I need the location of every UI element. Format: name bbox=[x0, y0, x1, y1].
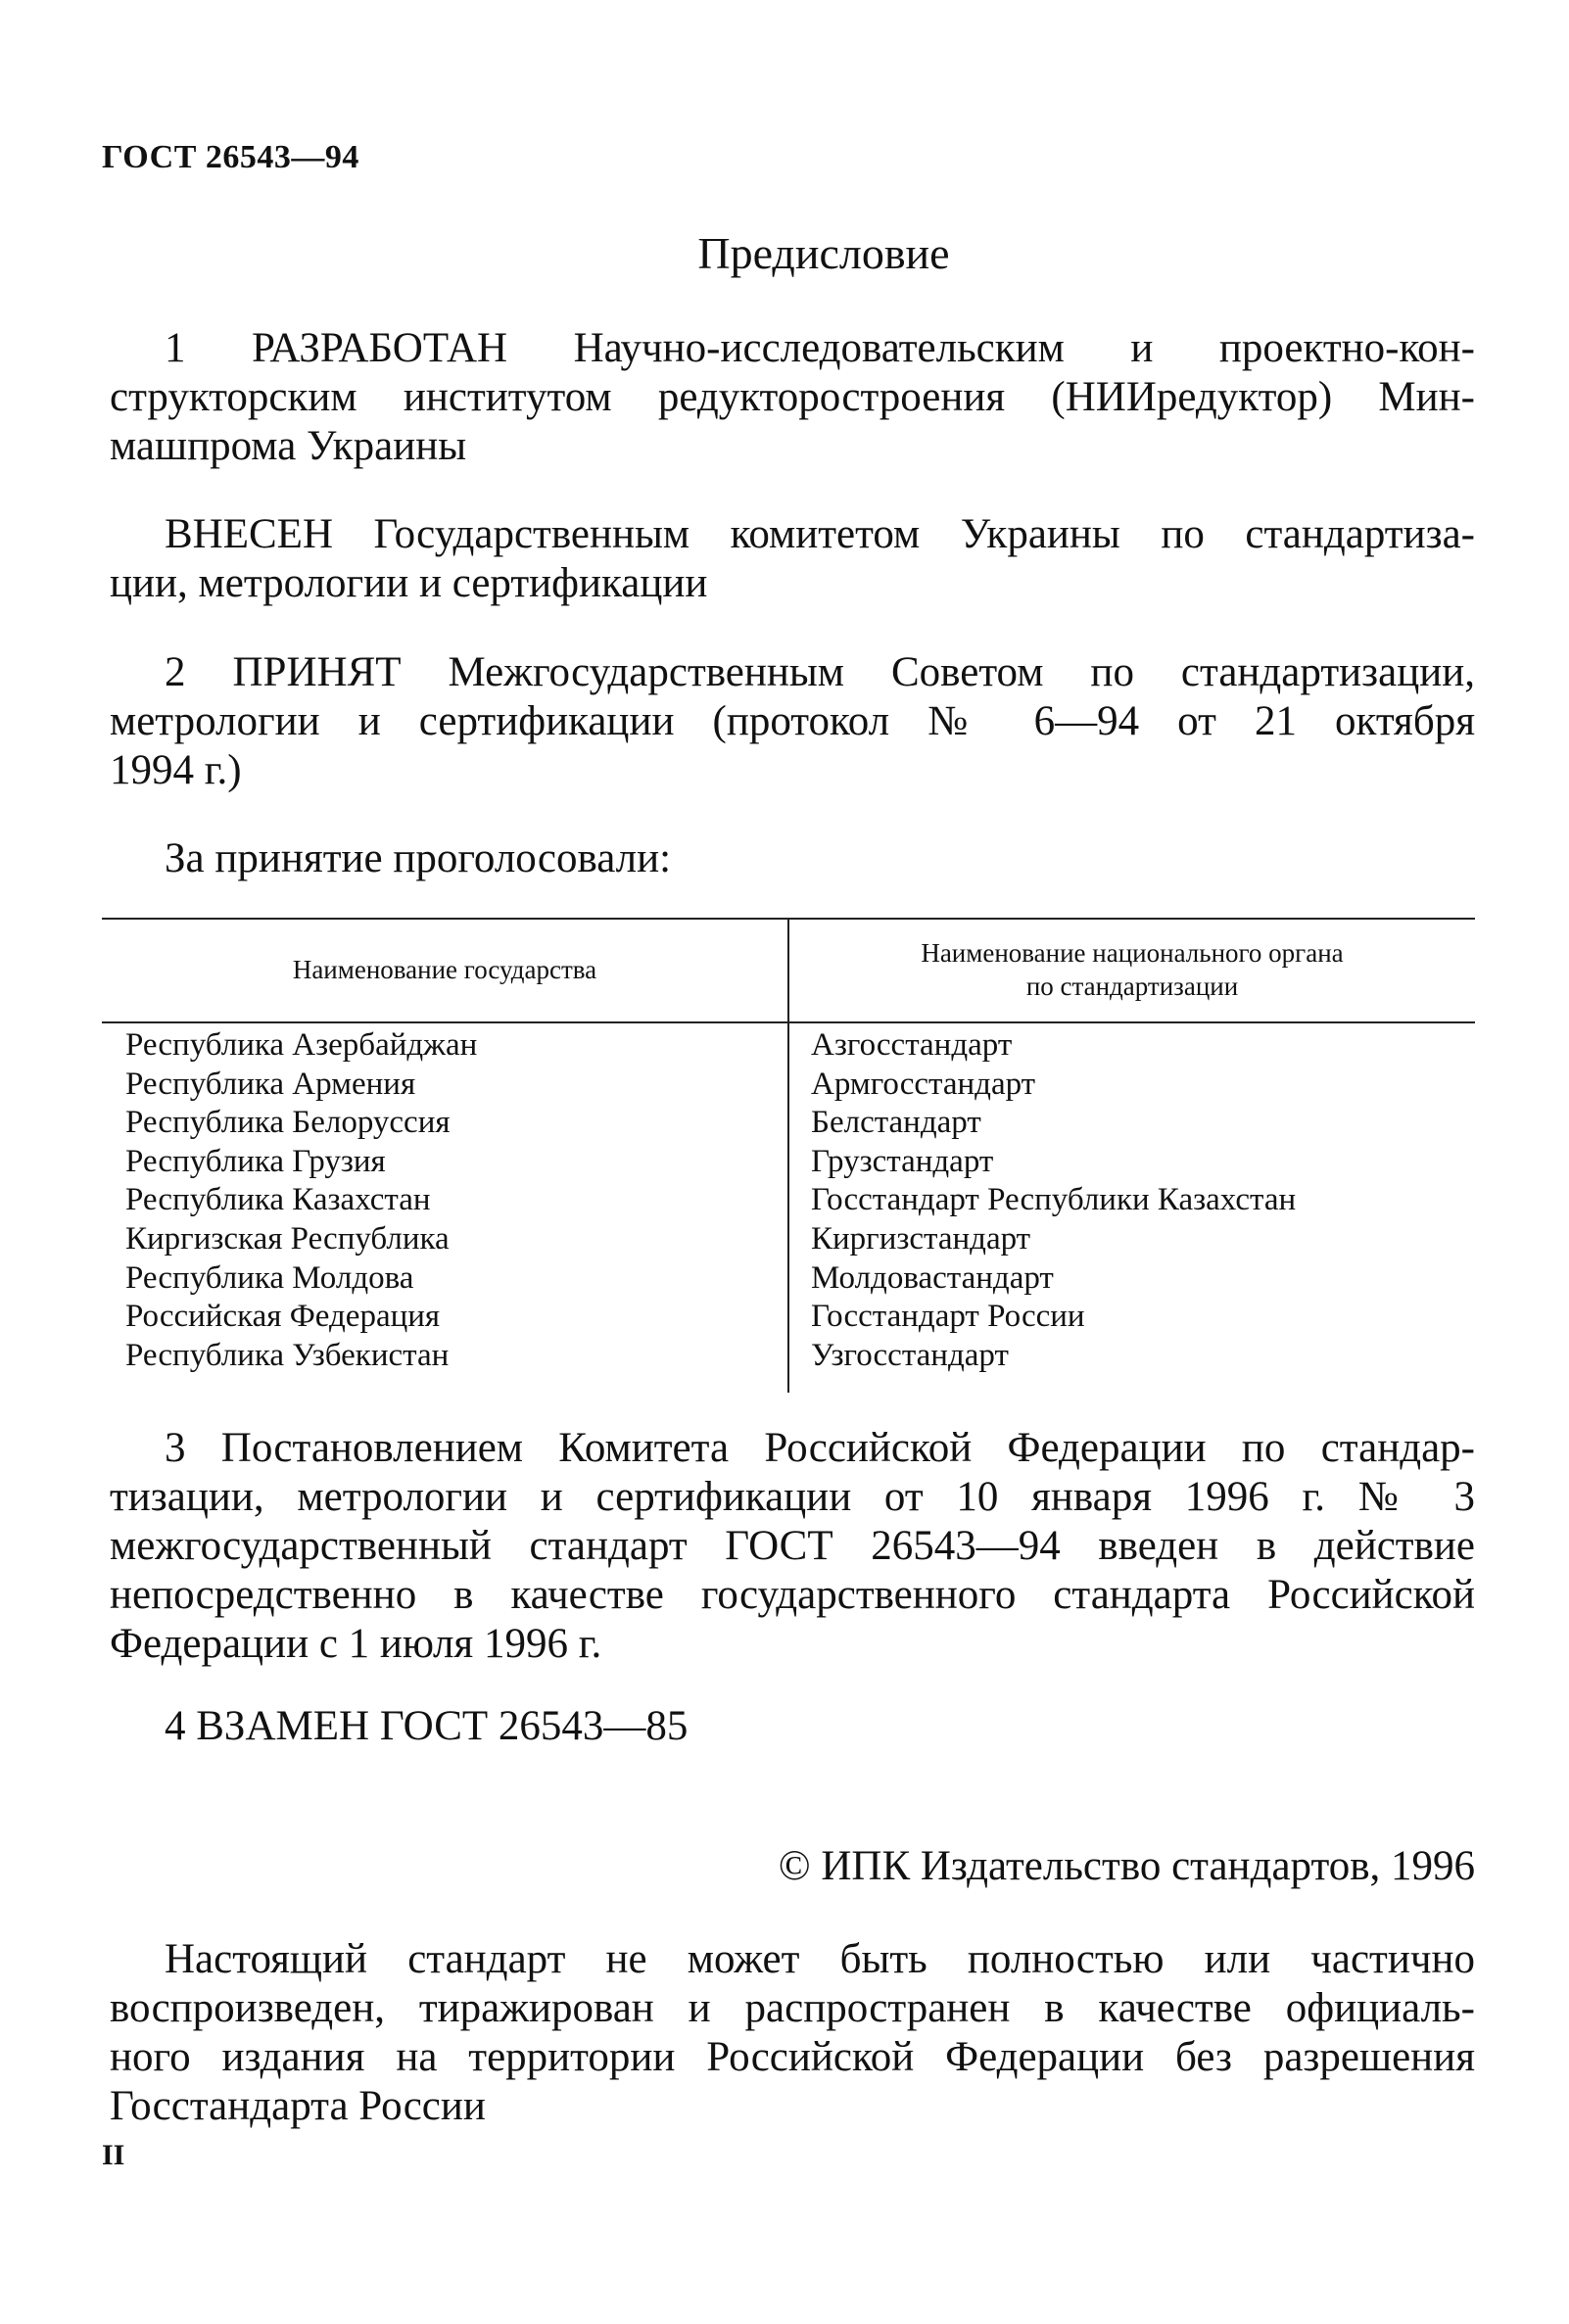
table-cell-state: Республика Азербайджан bbox=[125, 1027, 478, 1063]
paragraph-replaces bbox=[110, 1702, 1475, 1751]
table-cell-body: Грузстандарт bbox=[811, 1143, 994, 1179]
table-cell-state: Республика Армения bbox=[125, 1066, 416, 1102]
paragraph-adopted-by bbox=[110, 648, 1475, 795]
table-cell-body: Госстандарт Республики Казахстан bbox=[811, 1182, 1297, 1218]
paragraph-line: 1994 г.) bbox=[110, 747, 242, 793]
paragraph-line: воспроизведен, тиражирован и распространен в качестве официаль- bbox=[110, 1985, 1475, 2031]
page-number: II bbox=[102, 2139, 125, 2171]
paragraph-line: ции, метрологии и сертификации bbox=[110, 560, 708, 606]
paragraph-line: За принятие проголосовали: bbox=[165, 835, 672, 881]
table-header-body bbox=[789, 918, 1475, 1021]
table-cell-state: Российская Федерация bbox=[125, 1299, 441, 1335]
paragraph-line: метрологии и сертификации (протокол № 6—94 от 21 октября bbox=[110, 698, 1475, 744]
table-cell-state: Киргизская Республика bbox=[125, 1220, 450, 1257]
paragraph-line: Госстандарта России bbox=[110, 2083, 486, 2129]
paragraph-line: 2 ПРИНЯТ Межгосударственным Советом по стандартизации, bbox=[165, 649, 1475, 695]
table-cell-state: Республика Белоруссия bbox=[125, 1105, 451, 1141]
table-cell-state: Республика Казахстан bbox=[125, 1182, 431, 1218]
paragraph-reproduction-notice bbox=[110, 1935, 1475, 2131]
paragraph-line: ного издания на территории Российской Федерации без разрешения bbox=[110, 2034, 1475, 2080]
table-header-body-line: по стандартизации bbox=[1025, 972, 1239, 1001]
table-cell-body: Азгосстандарт bbox=[811, 1027, 1013, 1063]
paragraph-line: 1 РАЗРАБОТАН Научно-исследовательским и проектно-кон- bbox=[165, 325, 1475, 371]
table-cell-body: Узгосстандарт bbox=[811, 1337, 1009, 1373]
table-column-bodies bbox=[811, 1026, 1296, 1375]
paragraph-line: межгосударственный стандарт ГОСТ 26543—94 введен в действие bbox=[110, 1523, 1475, 1569]
paragraph-voted-for bbox=[110, 834, 1475, 883]
table-header-body-line: Наименование национального органа bbox=[921, 938, 1344, 968]
paragraph-resolution bbox=[110, 1424, 1475, 1669]
table-column-states bbox=[125, 1026, 477, 1375]
table-cell-body: Госстандарт России bbox=[811, 1299, 1085, 1335]
table-cell-body: Киргизстандарт bbox=[811, 1220, 1031, 1257]
paragraph-line: 3 Постановлением Комитета Российской Федерации по стандар- bbox=[165, 1425, 1475, 1471]
copyright-notice: © ИПК Издательство стандартов, 1996 bbox=[778, 1843, 1475, 1889]
table-header-state: Наименование государства bbox=[292, 955, 597, 984]
paragraph-line: машпрома Украины bbox=[110, 423, 467, 469]
paragraph-line: структорским институтом редукторостроения (НИИредуктор) Мин- bbox=[110, 374, 1475, 420]
table-cell-state: Республика Грузия bbox=[125, 1143, 386, 1179]
table-cell-body: Белстандарт bbox=[811, 1105, 981, 1141]
paragraph-introduced-by bbox=[110, 510, 1475, 608]
table-cell-body: Армгосстандарт bbox=[811, 1066, 1036, 1102]
paragraph-developed-by bbox=[110, 324, 1475, 471]
paragraph-line: непосредственно в качестве государственного стандарта Российской bbox=[110, 1572, 1475, 1618]
table-cell-state: Республика Узбекистан bbox=[125, 1337, 450, 1373]
table-cell-state: Республика Молдова bbox=[125, 1259, 414, 1296]
paragraph-line: ВНЕСЕН Государственным комитетом Украины по стандартиза- bbox=[165, 511, 1475, 557]
page-title: Предисловие bbox=[697, 228, 950, 278]
paragraph-line: Федерации с 1 июля 1996 г. bbox=[110, 1621, 602, 1667]
paragraph-line: 4 ВЗАМЕН ГОСТ 26543—85 bbox=[165, 1703, 689, 1749]
voting-table bbox=[102, 918, 1475, 1393]
paragraph-line: тизации, метрологии и сертификации от 10 января 1996 г. № 3 bbox=[110, 1474, 1475, 1520]
paragraph-line: Настоящий стандарт не может быть полностью или частично bbox=[165, 1936, 1475, 1982]
table-cell-body: Молдовастандарт bbox=[811, 1259, 1054, 1296]
document-code: ГОСТ 26543—94 bbox=[102, 139, 359, 175]
